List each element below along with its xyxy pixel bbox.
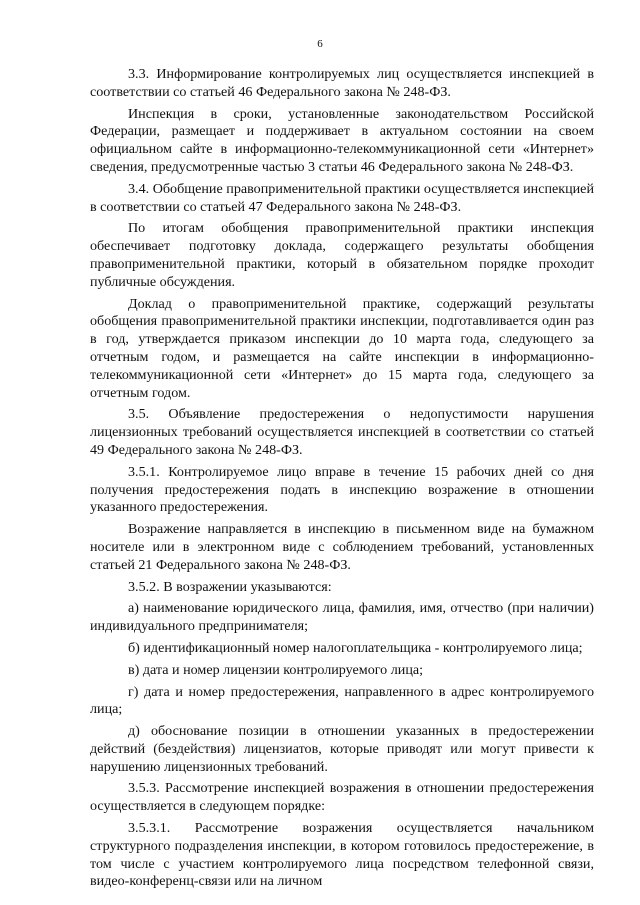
paragraph-3-4: 3.4. Обобщение правоприменительной практики осуществляется инспекцией в соответствии со статьей 47 Федерального закона № 248-ФЗ. [90, 180, 594, 215]
paragraph-objection-submission: Возражение направляется в инспекцию в письменном виде на бумажном носителе или в электронном виде с соблюдением требований, установленных статьей 21 Федерального закона № 248-ФЗ. [90, 521, 594, 573]
paragraph-report-schedule: Доклад о правоприменительной практике, содержащий результаты обобщения правоприменительной практики инспекции, подготавливается один раз в год, утверждается приказом инспекции до 10 марта года, следующего за отчетным годом, и размещается на сайте инспекции в информационно-телекоммуникационной сети «Интернет» до 15 марта года, следующего за отчетным годом. [90, 295, 594, 401]
list-item-b: б) идентификационный номер налогоплательщика - контролируемого лица; [128, 639, 583, 656]
paragraph-3-5-3-1: 3.5.3.1. Рассмотрение возражения осуществляется начальником структурного подразделения инспекции, в котором готовилось предостережение, в том числе с участием контролируемого лица посредством телефонной связи, видео-конференц-связи или на личном [90, 820, 594, 890]
page-number: 6 [317, 38, 323, 50]
paragraph-3-5-1: 3.5.1. Контролируемое лицо вправе в течение 15 рабочих дней со дня получения предостережения подать в инспекцию возражение в отношении указанного предостережения. [90, 463, 594, 516]
paragraph-inspection-website: Инспекция в сроки, установленные законодательством Российской Федерации, размещает и поддерживает в актуальном состоянии на своем официальном сайте в информационно-телекоммуникационной сети «Интернет» сведения, предусмотренные частью 3 статьи 46 Федерального закона № 248-ФЗ. [90, 105, 594, 175]
paragraph-3-5-2: 3.5.2. В возражении указываются: [128, 578, 332, 595]
list-item-a: а) наименование юридического лица, фамилия, имя, отчество (при наличии) индивидуального предпринимателя; [90, 600, 594, 635]
paragraph-report-preparation: По итогам обобщения правоприменительной практики инспекция обеспечивает подготовку доклада, содержащего результаты обобщения правоприменительной практики, который в обязательном порядке проходит публичные обсуждения. [90, 220, 594, 290]
list-item-d: д) обоснование позиции в отношении указанных в предостережении действий (бездействия) лицензиатов, которые приводят или могут привести к нарушению лицензионных требований. [90, 723, 594, 775]
paragraph-3-5-3: 3.5.3. Рассмотрение инспекцией возражения в отношении предостережения осуществляется в следующем порядке: [90, 780, 594, 815]
paragraph-3-3: 3.3. Информирование контролируемых лиц осуществляется инспекцией в соответствии со статьей 46 Федерального закона № 248-ФЗ. [90, 66, 594, 100]
paragraph-3-5: 3.5. Объявление предостережения о недопустимости нарушения лицензионных требований осуществляется инспекцией в соответствии со статьей 49 Федерального закона № 248-ФЗ. [90, 406, 594, 458]
document-body [90, 66, 594, 895]
list-item-g: г) дата и номер предостережения, направленного в адрес контролируемого лица; [90, 683, 594, 718]
list-item-v: в) дата и номер лицензии контролируемого лица; [128, 661, 424, 678]
